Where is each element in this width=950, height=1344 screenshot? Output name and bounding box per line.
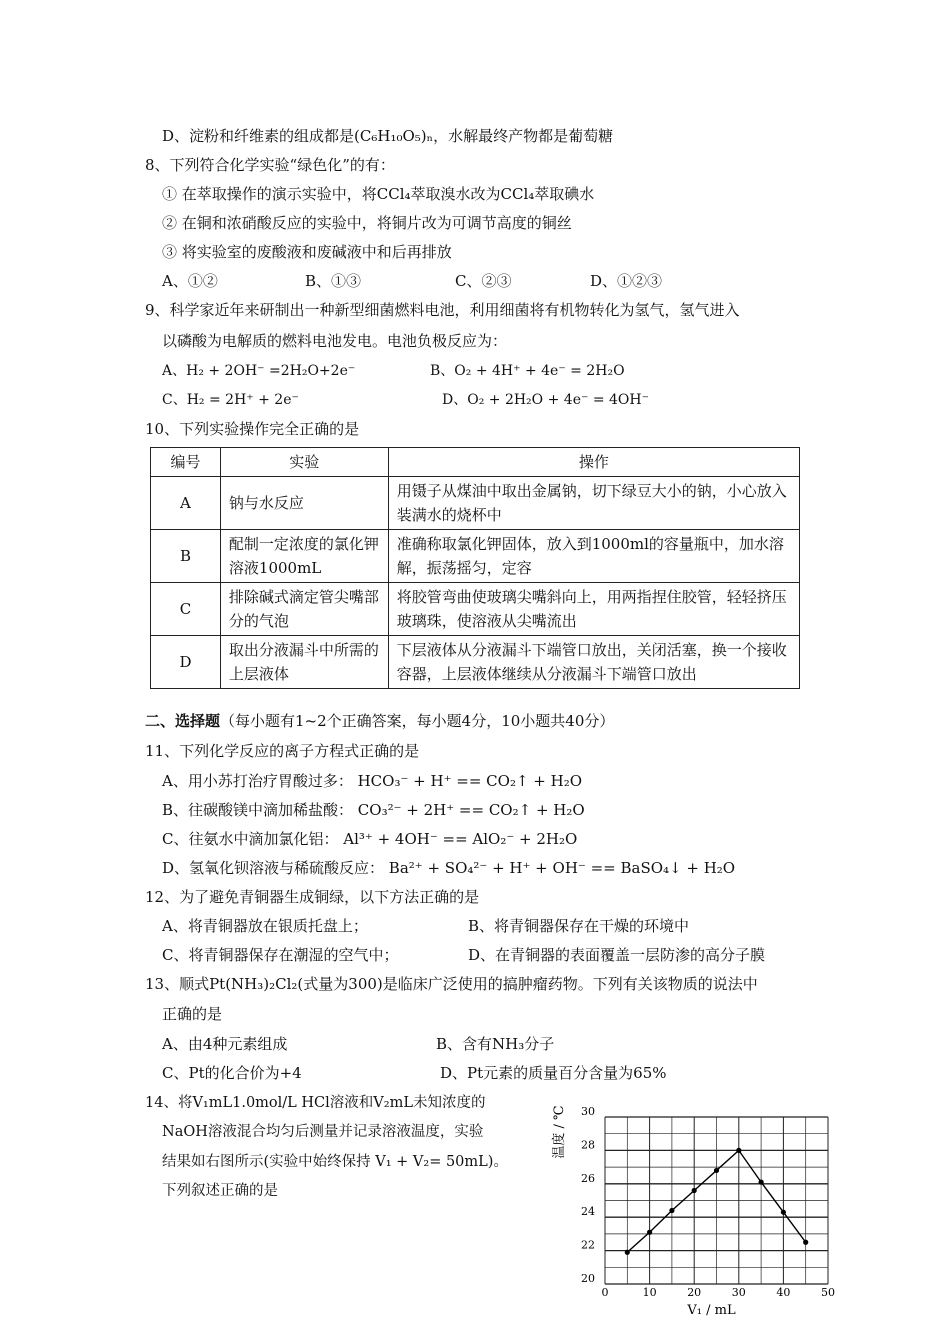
y-tick-label: 30 <box>581 1105 595 1118</box>
q8-option-d: D、①②③ <box>590 272 663 290</box>
q12-option-a: A、将青铜器放在银质托盘上； <box>162 917 368 935</box>
q8-item-2: ② 在铜和浓硝酸反应的实验中，将铜片改为可调节高度的铜丝 <box>162 214 572 232</box>
q12-stem: 12、为了避免青铜器生成铜绿，以下方法正确的是 <box>145 888 480 906</box>
q13-stem-1: 13、顺式Pt(NH₃)₂Cl₂(式量为300)是临床广泛使用的搞肿瘤药物。下列有关该物质的说法中 <box>145 975 758 993</box>
section-2-heading <box>145 711 614 731</box>
section-2-note: （每小题有1~2个正确答案，每小题4分，10小题共40分） <box>220 712 615 730</box>
data-point <box>625 1250 630 1255</box>
q8-item-1: ① 在萃取操作的演示实验中，将CCl₄萃取溴水改为CCl₄萃取碘水 <box>162 185 595 203</box>
x-tick-label: 10 <box>642 1286 657 1299</box>
y-tick-label: 26 <box>581 1171 595 1185</box>
table-header-row <box>151 448 800 477</box>
q9-stem-2: 以磷酸为电解质的燃料电池发电。电池负极反应为： <box>162 332 508 350</box>
q8-option-c: C、②③ <box>455 272 512 290</box>
row-id: A <box>151 477 221 530</box>
row-experiment: 取出分液漏斗中所需的上层液体 <box>220 636 388 689</box>
q7-option-d: D、淀粉和纤维素的组成都是(C₆H₁₀O₅)ₙ，水解最终产物都是葡萄糖 <box>162 127 614 145</box>
q8-option-a: A、①② <box>162 272 218 290</box>
q9-option-a: A、H₂ + 2OH⁻ =2H₂O+2e⁻ <box>162 363 356 379</box>
data-point <box>714 1168 719 1173</box>
q9-option-c: C、H₂ = 2H⁺ + 2e⁻ <box>162 392 299 408</box>
row-experiment: 配制一定浓度的氯化钾溶液1000mL <box>220 530 388 583</box>
q11-option-a: A、用小苏打治疗胃酸过多： HCO₃⁻ + H⁺ == CO₂↑ + H₂O <box>162 772 583 790</box>
q11-stem: 11、下列化学反应的离子方程式正确的是 <box>145 742 420 760</box>
y-tick-label: 20 <box>581 1272 595 1285</box>
q8-option-b: B、①③ <box>305 272 362 290</box>
q14-line-1: 14、将V₁mL1.0mol/L HCl溶液和V₂mL未知浓度的 <box>145 1095 486 1111</box>
table-row <box>151 477 800 530</box>
q10-stem: 10、下列实验操作完全正确的是 <box>145 420 360 438</box>
q13-stem-2: 正确的是 <box>162 1005 223 1023</box>
y-axis-label: 温度 / ℃ <box>552 1105 567 1159</box>
q11-option-b: B、往碳酸镁中滴加稀盐酸： CO₃²⁻ + 2H⁺ == CO₂↑ + H₂O <box>162 801 585 819</box>
x-tick-label: 20 <box>687 1286 702 1299</box>
data-point <box>669 1208 674 1213</box>
temperature-chart <box>545 1090 845 1326</box>
data-point <box>781 1210 786 1215</box>
table-row <box>151 636 800 689</box>
y-tick-label: 24 <box>581 1205 595 1219</box>
q13-option-d: D、Pt元素的质量百分含量为65% <box>440 1064 667 1082</box>
data-point <box>647 1230 652 1235</box>
q12-option-b: B、将青铜器保存在干燥的环境中 <box>468 917 690 935</box>
x-axis-label: V₁ / mL <box>687 1303 736 1318</box>
row-id: D <box>151 636 221 689</box>
table-row <box>151 583 800 636</box>
header-id: 编号 <box>151 448 221 477</box>
q14-line-2: NaOH溶液混合均匀后测量并记录溶液温度，实验 <box>162 1124 484 1140</box>
row-operation: 将胶管弯曲使玻璃尖嘴斜向上，用两指捏住胶管，轻轻挤压玻璃珠，使溶液从尖嘴流出 <box>388 583 799 636</box>
x-tick-label: 0 <box>601 1286 609 1299</box>
q11-option-c: C、往氨水中滴加氯化铝： Al³⁺ + 4OH⁻ == AlO₂⁻ + 2H₂O <box>162 830 578 848</box>
data-point <box>736 1148 741 1153</box>
row-experiment: 钠与水反应 <box>220 477 388 530</box>
header-operation: 操作 <box>388 448 799 477</box>
row-id: B <box>151 530 221 583</box>
data-point <box>759 1180 764 1185</box>
data-point <box>692 1188 697 1193</box>
q9-option-b: B、O₂ + 4H⁺ + 4e⁻ = 2H₂O <box>430 363 625 379</box>
q8-stem: 8、下列符合化学实验“绿色化”的有： <box>145 156 395 174</box>
q14-line-4: 下列叙述正确的是 <box>162 1183 278 1199</box>
section-2-title: 二、选择题 <box>145 712 221 730</box>
x-tick-label: 30 <box>731 1286 746 1299</box>
q8-item-3: ③ 将实验室的废酸液和废碱液中和后再排放 <box>162 243 452 261</box>
row-operation: 用镊子从煤油中取出金属钠，切下绿豆大小的钠，小心放入装满水的烧杯中 <box>388 477 799 530</box>
x-tick-label: 40 <box>776 1286 791 1299</box>
data-point <box>803 1240 808 1245</box>
q14-line-3: 结果如右图所示(实验中始终保持 V₁ + V₂= 50mL)。 <box>162 1154 508 1170</box>
q9-stem-1: 9、科学家近年来研制出一种新型细菌燃料电池，利用细菌将有机物转化为氢气，氢气进入 <box>145 301 740 319</box>
y-tick-label: 22 <box>581 1238 595 1252</box>
q13-option-c: C、Pt的化合价为+4 <box>162 1064 302 1082</box>
q12-option-c: C、将青铜器保存在潮湿的空气中； <box>162 946 399 964</box>
q10-table <box>150 447 800 689</box>
q13-option-b: B、含有NH₃分子 <box>436 1035 555 1053</box>
table-row <box>151 530 800 583</box>
header-experiment: 实验 <box>220 448 388 477</box>
q13-option-a: A、由4种元素组成 <box>162 1035 288 1053</box>
q9-option-d: D、O₂ + 2H₂O + 4e⁻ = 4OH⁻ <box>442 392 649 408</box>
row-operation: 下层液体从分液漏斗下端管口放出，关闭活塞，换一个接收容器，上层液体继续从分液漏斗下端管口放出 <box>388 636 799 689</box>
x-tick-label: 50 <box>821 1286 835 1299</box>
row-operation: 准确称取氯化钾固体，放入到1000ml的容量瓶中，加水溶解，振荡摇匀，定容 <box>388 530 799 583</box>
q11-option-d: D、氢氧化钡溶液与稀硫酸反应： Ba²⁺ + SO₄²⁻ + H⁺ + OH⁻ == BaSO₄↓ + H₂O <box>162 859 736 877</box>
row-experiment: 排除碱式滴定管尖嘴部分的气泡 <box>220 583 388 636</box>
y-tick-label: 28 <box>581 1138 595 1152</box>
q12-option-d: D、在青铜器的表面覆盖一层防渗的高分子膜 <box>468 946 766 964</box>
row-id: C <box>151 583 221 636</box>
